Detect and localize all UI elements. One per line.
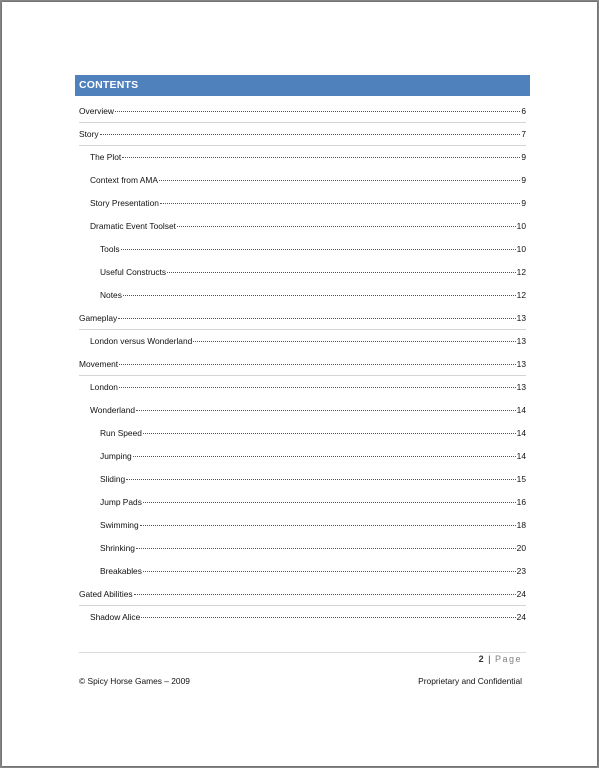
- toc-dot-leader: [143, 570, 516, 572]
- toc-dot-leader: [160, 202, 520, 204]
- toc-entry-title: Notes: [100, 290, 122, 300]
- page-number-label: [479, 654, 522, 664]
- toc-dot-leader: [100, 133, 521, 135]
- toc-entry-page: 12: [516, 290, 526, 300]
- toc-dot-leader: [126, 478, 516, 480]
- toc-dot-leader: [134, 593, 516, 595]
- toc-entry[interactable]: [79, 560, 526, 583]
- toc-entry[interactable]: [79, 192, 526, 215]
- toc-entry-page: 13: [516, 359, 526, 369]
- toc-entry-page: 14: [516, 428, 526, 438]
- toc-entry[interactable]: [79, 330, 526, 353]
- toc-entry-title: Shadow Alice: [90, 612, 141, 622]
- toc-entry-page: 24: [516, 589, 526, 599]
- toc-entry-page: 9: [521, 198, 526, 208]
- toc-entry-title: The Plot: [90, 152, 122, 162]
- toc-entry[interactable]: [79, 606, 526, 629]
- toc-entry[interactable]: [79, 146, 526, 169]
- page-number: 2: [478, 654, 484, 664]
- toc-entry-title: Tools: [100, 244, 120, 254]
- toc-entry-title: Overview: [79, 106, 114, 116]
- page-word: Page: [494, 654, 522, 664]
- toc-dot-leader: [143, 501, 516, 503]
- toc-entry[interactable]: [79, 238, 526, 261]
- toc-dot-leader: [159, 179, 520, 181]
- toc-dot-leader: [167, 271, 516, 273]
- toc-entry[interactable]: [79, 100, 526, 123]
- footer-copyright: © Spicy Horse Games – 2009: [79, 676, 190, 686]
- toc-entry-title: Useful Constructs: [100, 267, 167, 277]
- toc-entry[interactable]: [79, 123, 526, 146]
- toc-dot-leader: [177, 225, 516, 227]
- toc-entry-page: 14: [516, 405, 526, 415]
- toc-entry[interactable]: [79, 468, 526, 491]
- toc-entry-page: 13: [516, 336, 526, 346]
- toc-entry-page: 20: [516, 543, 526, 553]
- toc-entry-page: 13: [516, 382, 526, 392]
- toc-entry[interactable]: [79, 353, 526, 376]
- toc-entry-title: Wonderland: [90, 405, 136, 415]
- toc-entry-title: Jumping: [100, 451, 132, 461]
- footer-divider: [79, 652, 526, 653]
- toc-entry[interactable]: [79, 537, 526, 560]
- toc-entry-title: Story Presentation: [90, 198, 159, 208]
- toc-entry-page: 9: [521, 152, 526, 162]
- toc-entry-page: 10: [516, 244, 526, 254]
- toc-entry[interactable]: [79, 514, 526, 537]
- toc-entry[interactable]: [79, 261, 526, 284]
- toc-entry[interactable]: [79, 307, 526, 330]
- toc-entry-title: Dramatic Event Toolset: [90, 221, 176, 231]
- toc-dot-leader: [119, 363, 516, 365]
- toc-entry-page: 24: [516, 612, 526, 622]
- toc-entry-title: London: [90, 382, 118, 392]
- toc-entry-page: 18: [516, 520, 526, 530]
- toc-entry-page: 16: [516, 497, 526, 507]
- toc-entry-page: 23: [516, 566, 526, 576]
- page-separator: |: [488, 654, 491, 664]
- toc-entry-page: 13: [516, 313, 526, 323]
- document-page: [2, 2, 597, 766]
- toc-dot-leader: [121, 248, 516, 250]
- toc-entry-title: London versus Wonderland: [90, 336, 193, 346]
- toc-dot-leader: [136, 547, 516, 549]
- toc-entry[interactable]: [79, 422, 526, 445]
- toc-entry[interactable]: [79, 284, 526, 307]
- toc-dot-leader: [136, 409, 516, 411]
- toc-entry[interactable]: [79, 491, 526, 514]
- toc-entry-title: Breakables: [100, 566, 142, 576]
- toc-entry-page: 10: [516, 221, 526, 231]
- toc-entry[interactable]: [79, 445, 526, 468]
- footer-confidential: Proprietary and Confidential: [418, 676, 522, 686]
- toc-dot-leader: [123, 294, 516, 296]
- toc-entry-title: Gameplay: [79, 313, 118, 323]
- toc-dot-leader: [122, 156, 520, 158]
- toc-entry-page: 9: [521, 175, 526, 185]
- toc-entry-title: Context from AMA: [90, 175, 158, 185]
- toc-dot-leader: [119, 386, 516, 388]
- toc-dot-leader: [143, 432, 516, 434]
- toc-entry[interactable]: [79, 399, 526, 422]
- toc-entry-title: Jump Pads: [100, 497, 142, 507]
- toc-entry[interactable]: [79, 583, 526, 606]
- toc-entry-page: 12: [516, 267, 526, 277]
- toc-entry-page: 6: [521, 106, 526, 116]
- toc-dot-leader: [193, 340, 515, 342]
- toc-entry-title: Shrinking: [100, 543, 135, 553]
- toc-entry-page: 7: [521, 129, 526, 139]
- table-of-contents: [79, 100, 526, 629]
- toc-entry-title: Sliding: [100, 474, 126, 484]
- toc-entry[interactable]: [79, 376, 526, 399]
- contents-heading: CONTENTS: [75, 75, 530, 96]
- toc-dot-leader: [118, 317, 516, 319]
- toc-entry-title: Story: [79, 129, 99, 139]
- toc-dot-leader: [140, 524, 516, 526]
- toc-entry[interactable]: [79, 215, 526, 238]
- toc-entry-page: 14: [516, 451, 526, 461]
- toc-entry-title: Run Speed: [100, 428, 142, 438]
- toc-entry[interactable]: [79, 169, 526, 192]
- toc-dot-leader: [141, 616, 515, 618]
- toc-entry-title: Swimming: [100, 520, 139, 530]
- toc-dot-leader: [133, 455, 516, 457]
- toc-entry-title: Gated Abilities: [79, 589, 133, 599]
- toc-dot-leader: [115, 110, 520, 112]
- toc-entry-title: Movement: [79, 359, 119, 369]
- toc-entry-page: 15: [516, 474, 526, 484]
